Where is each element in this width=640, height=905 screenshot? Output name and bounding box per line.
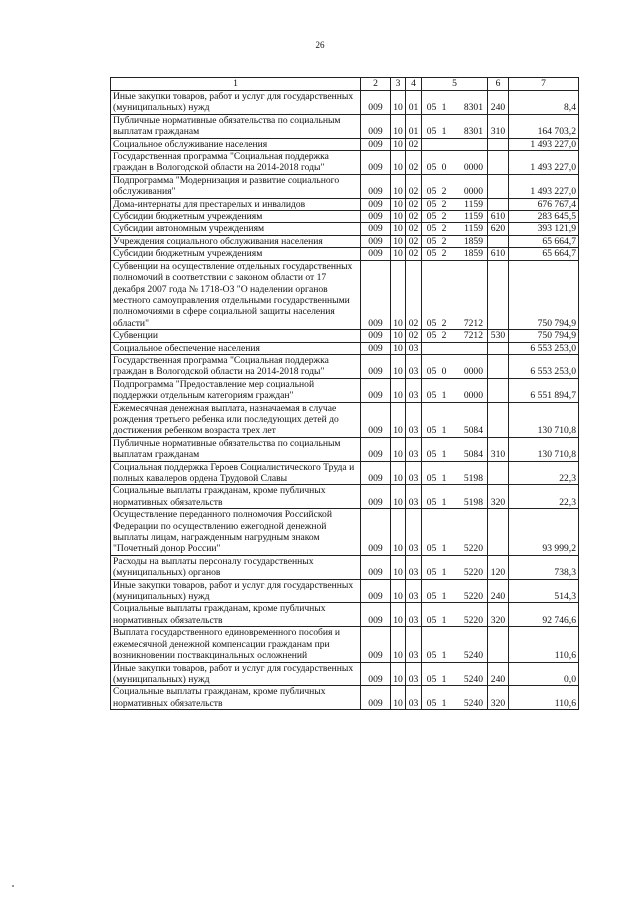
- row-section-code: 10: [391, 555, 406, 579]
- row-expense-type-code: 620: [488, 223, 509, 235]
- row-subsection-code: 02: [406, 211, 422, 223]
- row-target-article-code: [422, 260, 488, 329]
- row-target-article-code: [422, 223, 488, 235]
- target-article-part: 5198: [463, 496, 483, 508]
- column-header: 5: [422, 78, 488, 91]
- target-article-part: 05: [426, 673, 437, 685]
- target-article-part: 5220: [463, 543, 483, 555]
- target-article-part: 5198: [463, 473, 483, 484]
- table-row: [111, 686, 579, 710]
- target-article-part: 05: [426, 198, 437, 210]
- row-name: Социальная поддержка Героев Социалистического Труда и полных кавалеров ордена Трудовой Славы: [111, 461, 361, 485]
- row-target-article-code: [422, 174, 488, 198]
- row-amount: 6 553 253,0: [509, 354, 579, 378]
- row-section-code: 10: [391, 114, 406, 138]
- target-article-part: 05: [426, 366, 437, 378]
- target-article-part: 5220: [463, 614, 483, 626]
- row-target-article-code: [422, 354, 488, 378]
- row-section-code: 10: [391, 248, 406, 260]
- row-expense-type-code: 310: [488, 114, 509, 138]
- target-article-part: 1: [441, 102, 447, 114]
- row-grbs-code: 009: [361, 485, 391, 509]
- row-target-article-code: [422, 555, 488, 579]
- target-article-part: 5240: [463, 650, 483, 662]
- target-article-part: 1159: [464, 198, 483, 210]
- target-article-part: 05: [426, 330, 437, 342]
- target-article-part: 05: [426, 223, 437, 235]
- row-name: Социальное обслуживание населения: [111, 138, 361, 150]
- target-article-part: 1859: [463, 235, 483, 247]
- row-subsection-code: 02: [406, 235, 422, 247]
- target-article-part: 0000: [463, 186, 483, 198]
- row-name: Субвенции: [111, 330, 361, 342]
- table-row: [111, 174, 579, 198]
- row-grbs-code: 009: [361, 174, 391, 198]
- row-name: Иные закупки товаров, работ и услуг для государственных (муниципальных) нужд: [111, 662, 361, 686]
- row-name: Государственная программа "Социальная поддержка граждан в Вологодской области на 2014-2018 годы": [111, 354, 361, 378]
- row-expense-type-code: [488, 198, 509, 210]
- row-expense-type-code: 240: [488, 91, 509, 115]
- table-row: [111, 509, 579, 556]
- target-article-part: 05: [426, 248, 437, 260]
- target-article-part: 05: [426, 697, 437, 709]
- row-expense-type-code: [488, 402, 509, 437]
- row-expense-type-code: 320: [488, 686, 509, 710]
- row-section-code: 10: [391, 91, 406, 115]
- budget-table: [110, 77, 579, 710]
- row-section-code: 10: [391, 378, 406, 402]
- row-section-code: 10: [391, 223, 406, 235]
- row-grbs-code: 009: [361, 402, 391, 437]
- row-subsection-code: 02: [406, 260, 422, 329]
- row-expense-type-code: 610: [488, 211, 509, 223]
- table-row: [111, 235, 579, 247]
- row-amount: 93 999,2: [509, 509, 579, 556]
- row-subsection-code: 03: [406, 509, 422, 556]
- row-section-code: 10: [391, 627, 406, 662]
- row-subsection-code: 03: [406, 354, 422, 378]
- row-grbs-code: 009: [361, 437, 391, 461]
- target-article-part: 8301: [463, 126, 483, 138]
- table-row: [111, 330, 579, 342]
- target-article-part: 05: [426, 496, 437, 508]
- target-article-part: 05: [426, 473, 437, 484]
- target-article-part: 05: [426, 235, 437, 247]
- table-row: [111, 402, 579, 437]
- table-row: [111, 211, 579, 223]
- target-article-part: 5084: [463, 425, 483, 437]
- row-expense-type-code: [488, 627, 509, 662]
- table-body: [111, 91, 579, 710]
- row-subsection-code: 01: [406, 91, 422, 115]
- target-article-part: 05: [426, 211, 437, 223]
- table-row: [111, 114, 579, 138]
- row-expense-type-code: 320: [488, 603, 509, 627]
- row-grbs-code: 009: [361, 91, 391, 115]
- row-target-article-code: [422, 235, 488, 247]
- row-name: Дома-интернаты для престарелых и инвалидов: [111, 198, 361, 210]
- row-grbs-code: 009: [361, 555, 391, 579]
- page-number: 26: [315, 40, 325, 50]
- row-target-article-code: [422, 114, 488, 138]
- target-article-part: 2: [441, 211, 447, 223]
- row-name: Социальные выплаты гражданам, кроме публичных нормативных обязательств: [111, 485, 361, 509]
- target-article-part: 5084: [463, 449, 483, 461]
- target-article-part: 7212: [463, 317, 483, 329]
- target-article-part: 5220: [463, 567, 483, 579]
- row-target-article-code: [422, 509, 488, 556]
- table-row: [111, 198, 579, 210]
- row-target-article-code: [422, 138, 488, 150]
- target-article-part: 0000: [463, 162, 483, 174]
- table-row: [111, 662, 579, 686]
- row-section-code: 10: [391, 662, 406, 686]
- row-target-article-code: [422, 579, 488, 603]
- row-target-article-code: [422, 437, 488, 461]
- row-section-code: 10: [391, 437, 406, 461]
- row-expense-type-code: [488, 509, 509, 556]
- target-article-part: 0: [441, 366, 447, 378]
- target-article-part: 1: [441, 697, 447, 709]
- row-grbs-code: 009: [361, 378, 391, 402]
- row-name: Осуществление переданного полномочия Российской Федерации по осуществлению ежегодной денежной выплаты лицам, награжденным нагрудным знаком "Почетный донор России": [111, 509, 361, 556]
- row-target-article-code: [422, 603, 488, 627]
- row-name: Социальные выплаты гражданам, кроме публичных нормативных обязательств: [111, 603, 361, 627]
- row-grbs-code: 009: [361, 686, 391, 710]
- row-subsection-code: 03: [406, 461, 422, 485]
- row-name: Ежемесячная денежная выплата, назначаемая в случае рождения третьего ребенка или последующих детей до достижения ребенком возраста трех лет: [111, 402, 361, 437]
- row-grbs-code: 009: [361, 198, 391, 210]
- row-amount: 8,4: [509, 91, 579, 115]
- row-section-code: 10: [391, 198, 406, 210]
- row-amount: 283 645,5: [509, 211, 579, 223]
- target-article-part: 1: [441, 673, 447, 685]
- row-section-code: 10: [391, 354, 406, 378]
- target-article-part: 05: [426, 425, 437, 437]
- table-row: [111, 260, 579, 329]
- row-subsection-code: 03: [406, 402, 422, 437]
- target-article-part: 2: [441, 248, 447, 260]
- table-row: [111, 485, 579, 509]
- row-section-code: 10: [391, 174, 406, 198]
- target-article-part: 1: [441, 567, 447, 579]
- row-grbs-code: 009: [361, 509, 391, 556]
- target-article-part: 05: [426, 650, 437, 662]
- row-grbs-code: 009: [361, 342, 391, 354]
- target-article-part: 1: [441, 390, 447, 402]
- target-article-part: 1159: [464, 223, 483, 235]
- row-amount: 750 794,9: [509, 260, 579, 329]
- table-row: [111, 223, 579, 235]
- row-grbs-code: 009: [361, 138, 391, 150]
- row-section-code: 10: [391, 485, 406, 509]
- target-article-part: 2: [441, 223, 447, 235]
- target-article-part: 1: [441, 425, 447, 437]
- row-grbs-code: 009: [361, 260, 391, 329]
- target-article-part: 05: [426, 102, 437, 114]
- row-name: Выплата государственного единовременного пособия и ежемесячной денежной компенсации гражданам при возникновении поствакцинальных осложнений: [111, 627, 361, 662]
- row-section-code: 10: [391, 402, 406, 437]
- column-header: 2: [361, 78, 391, 91]
- column-header: 6: [488, 78, 509, 91]
- row-name: Субвенции на осуществление отдельных государственных полномочий в соответствии с законом области от 17 декабря 2007 года № 1718-ОЗ "О наделении органов местного самоуправления отдельными государственными полномочиями в сфере социальной защиты населения области": [111, 260, 361, 329]
- row-target-article-code: [422, 342, 488, 354]
- target-article-part: 05: [426, 543, 437, 555]
- row-subsection-code: 02: [406, 151, 422, 175]
- row-name: Государственная программа "Социальная поддержка граждан в Вологодской области на 2014-2018 годы": [111, 151, 361, 175]
- row-section-code: 10: [391, 686, 406, 710]
- target-article-part: 1: [441, 473, 447, 484]
- target-article-part: 7212: [463, 330, 483, 342]
- target-article-part: 5240: [463, 673, 483, 685]
- table-row: [111, 248, 579, 260]
- row-target-article-code: [422, 91, 488, 115]
- row-subsection-code: 02: [406, 138, 422, 150]
- row-subsection-code: 03: [406, 555, 422, 579]
- row-subsection-code: 03: [406, 686, 422, 710]
- row-subsection-code: 02: [406, 198, 422, 210]
- table-row: [111, 354, 579, 378]
- row-amount: 65 664,7: [509, 248, 579, 260]
- row-subsection-code: 03: [406, 437, 422, 461]
- target-article-part: 1: [441, 543, 447, 555]
- row-name: Публичные нормативные обязательства по социальным выплатам гражданам: [111, 437, 361, 461]
- row-name: Подпрограмма "Предоставление мер социальной поддержки отдельным категориям граждан": [111, 378, 361, 402]
- row-grbs-code: 009: [361, 662, 391, 686]
- row-grbs-code: 009: [361, 248, 391, 260]
- table-row: [111, 138, 579, 150]
- row-expense-type-code: [488, 354, 509, 378]
- scan-mark: [12, 885, 14, 887]
- row-subsection-code: 03: [406, 378, 422, 402]
- row-grbs-code: 009: [361, 114, 391, 138]
- row-amount: 0,0: [509, 662, 579, 686]
- row-amount: 22,3: [509, 461, 579, 485]
- row-expense-type-code: 320: [488, 485, 509, 509]
- row-section-code: 10: [391, 342, 406, 354]
- row-amount: 65 664,7: [509, 235, 579, 247]
- target-article-part: 0000: [463, 390, 483, 402]
- column-header: 3: [391, 78, 406, 91]
- row-name: Подпрограмма "Модернизация и развитие социального обслуживания": [111, 174, 361, 198]
- row-amount: 514,3: [509, 579, 579, 603]
- row-expense-type-code: [488, 378, 509, 402]
- target-article-part: 05: [426, 126, 437, 138]
- target-article-part: 1: [441, 591, 447, 603]
- row-section-code: 10: [391, 138, 406, 150]
- row-grbs-code: 009: [361, 603, 391, 627]
- row-section-code: 10: [391, 235, 406, 247]
- row-name: Субсидии автономным учреждениям: [111, 223, 361, 235]
- row-expense-type-code: [488, 461, 509, 485]
- table-row: [111, 378, 579, 402]
- row-target-article-code: [422, 378, 488, 402]
- target-article-part: 5240: [463, 697, 483, 709]
- target-article-part: 2: [441, 186, 447, 198]
- row-subsection-code: 02: [406, 248, 422, 260]
- table-row: [111, 91, 579, 115]
- row-target-article-code: [422, 485, 488, 509]
- row-target-article-code: [422, 686, 488, 710]
- row-amount: 130 710,8: [509, 402, 579, 437]
- row-grbs-code: 009: [361, 627, 391, 662]
- target-article-part: 1159: [464, 211, 483, 223]
- row-name: Субсидии бюджетным учреждениям: [111, 248, 361, 260]
- row-amount: 1 493 227,0: [509, 138, 579, 150]
- row-target-article-code: [422, 248, 488, 260]
- row-target-article-code: [422, 211, 488, 223]
- target-article-part: 05: [426, 186, 437, 198]
- target-article-part: 1: [441, 126, 447, 138]
- row-amount: 1 493 227,0: [509, 151, 579, 175]
- target-article-part: 05: [426, 317, 437, 329]
- row-amount: 22,3: [509, 485, 579, 509]
- row-amount: 6 553 253,0: [509, 342, 579, 354]
- target-article-part: 05: [426, 390, 437, 402]
- row-amount: 6 551 894,7: [509, 378, 579, 402]
- row-grbs-code: 009: [361, 235, 391, 247]
- row-grbs-code: 009: [361, 330, 391, 342]
- row-subsection-code: 03: [406, 485, 422, 509]
- row-section-code: 10: [391, 151, 406, 175]
- row-expense-type-code: [488, 138, 509, 150]
- row-section-code: 10: [391, 603, 406, 627]
- column-header: 7: [509, 78, 579, 91]
- row-amount: 164 703,2: [509, 114, 579, 138]
- target-article-part: 1: [441, 650, 447, 662]
- row-subsection-code: 02: [406, 330, 422, 342]
- row-name: Публичные нормативные обязательства по социальным выплатам гражданам: [111, 114, 361, 138]
- row-amount: 110,6: [509, 627, 579, 662]
- table-row: [111, 437, 579, 461]
- column-header: 4: [406, 78, 422, 91]
- target-article-part: 0: [441, 162, 447, 174]
- row-grbs-code: 009: [361, 211, 391, 223]
- table-row: [111, 461, 579, 485]
- row-target-article-code: [422, 330, 488, 342]
- row-name: Иные закупки товаров, работ и услуг для государственных (муниципальных) нужд: [111, 579, 361, 603]
- table-row: [111, 342, 579, 354]
- row-subsection-code: 03: [406, 342, 422, 354]
- row-target-article-code: [422, 402, 488, 437]
- row-expense-type-code: 240: [488, 579, 509, 603]
- row-amount: 92 746,6: [509, 603, 579, 627]
- row-expense-type-code: [488, 342, 509, 354]
- row-name: Субсидии бюджетным учреждениям: [111, 211, 361, 223]
- row-section-code: 10: [391, 330, 406, 342]
- target-article-part: 2: [441, 330, 447, 342]
- row-name: Социальные выплаты гражданам, кроме публичных нормативных обязательств: [111, 686, 361, 710]
- target-article-part: 0000: [463, 366, 483, 378]
- row-expense-type-code: [488, 151, 509, 175]
- row-grbs-code: 009: [361, 151, 391, 175]
- row-expense-type-code: 240: [488, 662, 509, 686]
- row-target-article-code: [422, 461, 488, 485]
- table-row: [111, 579, 579, 603]
- row-target-article-code: [422, 151, 488, 175]
- row-section-code: 10: [391, 211, 406, 223]
- row-subsection-code: 03: [406, 603, 422, 627]
- row-amount: 750 794,9: [509, 330, 579, 342]
- row-subsection-code: 01: [406, 114, 422, 138]
- table-row: [111, 627, 579, 662]
- target-article-part: 1859: [463, 248, 483, 260]
- row-amount: 676 767,4: [509, 198, 579, 210]
- row-grbs-code: 009: [361, 461, 391, 485]
- row-expense-type-code: 610: [488, 248, 509, 260]
- target-article-part: 1: [441, 449, 447, 461]
- row-name: Учреждения социального обслуживания населения: [111, 235, 361, 247]
- row-target-article-code: [422, 662, 488, 686]
- target-article-part: 2: [441, 235, 447, 247]
- column-header: 1: [111, 78, 361, 91]
- row-expense-type-code: 120: [488, 555, 509, 579]
- row-section-code: 10: [391, 260, 406, 329]
- target-article-part: 05: [426, 591, 437, 603]
- row-target-article-code: [422, 627, 488, 662]
- target-article-part: 1: [441, 614, 447, 626]
- target-article-part: 2: [441, 198, 447, 210]
- target-article-part: 05: [426, 614, 437, 626]
- row-name: Социальное обеспечение населения: [111, 342, 361, 354]
- row-expense-type-code: [488, 260, 509, 329]
- target-article-part: 5220: [463, 591, 483, 603]
- target-article-part: 2: [441, 317, 447, 329]
- row-grbs-code: 009: [361, 223, 391, 235]
- row-amount: 738,3: [509, 555, 579, 579]
- row-subsection-code: 02: [406, 174, 422, 198]
- row-target-article-code: [422, 198, 488, 210]
- row-grbs-code: 009: [361, 354, 391, 378]
- row-expense-type-code: 310: [488, 437, 509, 461]
- row-amount: 130 710,8: [509, 437, 579, 461]
- row-amount: 1 493 227,0: [509, 174, 579, 198]
- table-row: [111, 151, 579, 175]
- row-section-code: 10: [391, 509, 406, 556]
- row-grbs-code: 009: [361, 579, 391, 603]
- table-row: [111, 603, 579, 627]
- row-expense-type-code: 530: [488, 330, 509, 342]
- row-subsection-code: 03: [406, 662, 422, 686]
- target-article-part: 1: [441, 496, 447, 508]
- row-section-code: 10: [391, 579, 406, 603]
- header-row: [111, 78, 579, 91]
- target-article-part: 05: [426, 567, 437, 579]
- row-name: Расходы на выплаты персоналу государственных (муниципальных) органов: [111, 555, 361, 579]
- target-article-part: 05: [426, 449, 437, 461]
- row-amount: 110,6: [509, 686, 579, 710]
- row-section-code: 10: [391, 461, 406, 485]
- row-subsection-code: 03: [406, 627, 422, 662]
- table-row: [111, 555, 579, 579]
- row-expense-type-code: [488, 174, 509, 198]
- row-name: Иные закупки товаров, работ и услуг для государственных (муниципальных) нужд: [111, 91, 361, 115]
- row-subsection-code: 03: [406, 579, 422, 603]
- target-article-part: 8301: [463, 102, 483, 114]
- row-subsection-code: 02: [406, 223, 422, 235]
- target-article-part: 05: [426, 162, 437, 174]
- row-amount: 393 121,9: [509, 223, 579, 235]
- row-expense-type-code: [488, 235, 509, 247]
